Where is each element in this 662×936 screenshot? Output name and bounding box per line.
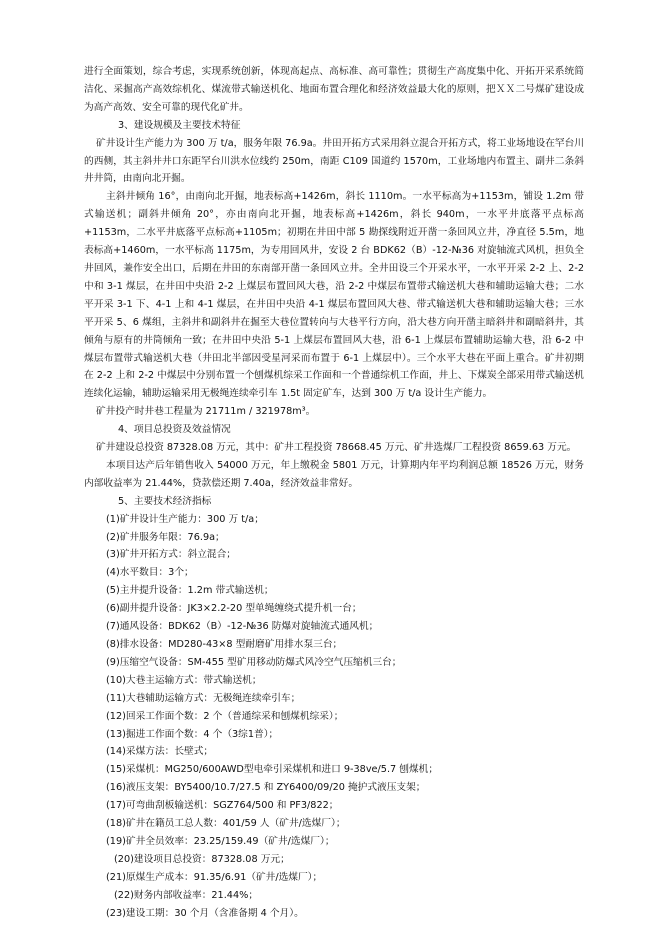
indicator-list-item: (22)财务内部收益率：21.44%； bbox=[114, 889, 259, 901]
indicator-list-item: (17)可弯曲刮板输送机：SGZ764/500 和 PF3/822； bbox=[106, 800, 339, 812]
section-heading: 4、项目总投资及效益情况 bbox=[118, 424, 231, 436]
indicator-list-item: (8)排水设备：MD280-43×8 型耐磨矿用排水泵三台； bbox=[106, 639, 343, 650]
indicator-list-item: (21)原煤生产成本：91.35/6.91（矿井/选煤厂）； bbox=[106, 871, 323, 883]
indicator-list-item: (2)矿井服务年限：76.9a； bbox=[106, 531, 225, 543]
indicator-list-item: (15)采煤机：MG250/600AWD型电牵引采煤机和进口 9-38ve/5.7 刨煤机； bbox=[106, 764, 439, 776]
indicator-list-item: (5)主井提升设备：1.2m 带式输送机； bbox=[106, 585, 274, 597]
section-heading: 3、建设规模及主要技术特征 bbox=[118, 119, 241, 131]
paragraph: 本项目达产后年销售收入 54000 万元，年上缴税金 5801 万元，计算期内年平均利润总额 18526 万元，财务内部收益率为 21.44%，贷款偿还期 7.40a，经济效益非常好。 bbox=[84, 459, 584, 489]
indicator-list-item: (19)矿井全员效率：23.25/159.49（矿井/选煤厂）； bbox=[106, 835, 335, 847]
indicator-list-item: (9)压缩空气设备：SM-455 型矿用移动防爆式风冷空气压缩机三台； bbox=[106, 656, 402, 668]
indicator-list-item: (1)矿井设计生产能力：300 万 t/a； bbox=[106, 513, 264, 525]
paragraph: 矿井建设总投资 87328.08 万元，其中：矿井工程投资 78668.45 万元、矿井选煤厂工程投资 8659.63 万元。 bbox=[96, 442, 577, 454]
document-body bbox=[84, 63, 584, 923]
paragraph: 主斜井倾角 16°，由南向北开掘，地表标高+1426m，斜长 1110m。一水平标高为+1153m，铺设 1.2m 带式输送机；副斜井倾角 20°，亦由南向北开掘，地表标高+1426m，斜长 940m，一水平井底落平点标高+1153m，二水平井底落平点标高+1105m；初期在井田中部 5 勘探线附近开凿一条回风立井，净直径 5.5m，地表标高+1460m，一水平标高 1175m，为专用回风井，安设 2 台 BDK62（B）-12-№36 对旋轴流式风机，担负全井回风，兼作安全出口，后期在井田的东南部开凿一条回风立井。全井田设三个开采水平，一水平开采 2-2 上、2-2 中和 3-1 煤层，在井田中央沿 2-2 上煤层布置回风大巷，沿 2-2 中煤层布置带式输送机大巷和辅助运输大巷；二水平开采 3-1 下、4-1 上和 4-1 煤层，在井田中央沿 4-1 煤层布置回风大巷、带式输送机大巷和辅助运输大巷；三水平开采 5、6 煤组，主斜井和副斜井在掘至大巷位置转向与大巷平行方向，沿大巷方向开凿主暗斜井和副暗斜井，其倾角与原有的井筒倾角一致；在井田中央沿 5-1 上煤层布置回风大巷，沿 6-1 上煤层布置辅助运输大巷，沿 6-2 中煤层布置带式输送机大巷（井田北半部因受星河采而布置于 6-1 上煤层中）。三个水平大巷在平面上重合。矿井初期在 2-2 上和 2-2 中煤层中分别布置一个刨煤机综采工作面和一个普通综机工作面，井上、下煤炭全部采用带式输送机连续化运输，辅助运输采用无极绳连续牵引车 1.5t 固定矿车，达到 300 万 t/a 设计生产能力。 bbox=[84, 191, 584, 400]
indicator-list-item: (3)矿井开拓方式：斜立混合； bbox=[106, 549, 236, 561]
indicator-list-item: (4)水平数目：3个； bbox=[106, 567, 194, 579]
paragraph: 矿井设计生产能力为 300 万 t/a，服务年限 76.9a。井田开拓方式采用斜立混合开拓方式，将工业场地设在罕台川的西侧，其主斜井井口东距罕台川洪水位线约 250m，南距 C109 国道约 1570m，工业场地内布置主、副井二条斜井井筒，由南向北开掘。 bbox=[84, 137, 584, 185]
indicator-list-item: (16)液压支架：BY5400/10.7/27.5 和 ZY6400/09/20 掩护式液压支架； bbox=[106, 782, 426, 794]
indicator-list-item: (23)建设工期：30 个月（含准备期 4 个月）。 bbox=[106, 907, 304, 919]
indicator-list-item: (6)副井提升设备：JK3×2.2-20 型单绳缠绕式提升机一台； bbox=[106, 603, 362, 615]
indicator-list-item: (13)掘进工作面个数：4 个（3综1普）； bbox=[106, 728, 279, 740]
indicator-list-item: (11)大巷辅助运输方式：无极绳连续牵引车； bbox=[106, 692, 301, 704]
indicator-list-item: (7)通风设备：BDK62（B）-12-№36 防爆对旋轴流式通风机； bbox=[106, 621, 379, 633]
section-heading: 5、主要技术经济指标 bbox=[118, 495, 212, 507]
indicator-list-item: (10)大巷主运输方式：带式输送机； bbox=[106, 674, 262, 686]
paragraph: 进行全面策划，综合考虑，实现系统创新，体现高起点、高标准、高可靠性；贯彻生产高度集中化、开拓开采系统简洁化、采掘高产高效综机化、煤流带式输送机化、地面布置合理化和经济效益最大化的原则，把ＸＸ二号煤矿建设成为高产高效、安全可靠的现代化矿井。 bbox=[84, 66, 584, 113]
indicator-list-item: (18)矿井在籍员工总人数：401/59 人（矿井/选煤厂）； bbox=[106, 818, 346, 830]
indicator-list-item: (20)建设项目总投资：87328.08 万元； bbox=[114, 853, 290, 865]
indicator-list-item: (12)回采工作面个数：2 个（普通综采和刨煤机综采）； bbox=[106, 710, 344, 722]
indicator-list-item: (14)采煤方法：长壁式； bbox=[106, 746, 214, 758]
paragraph: 矿井投产时井巷工程量为 21711m / 321978m³。 bbox=[96, 406, 316, 418]
